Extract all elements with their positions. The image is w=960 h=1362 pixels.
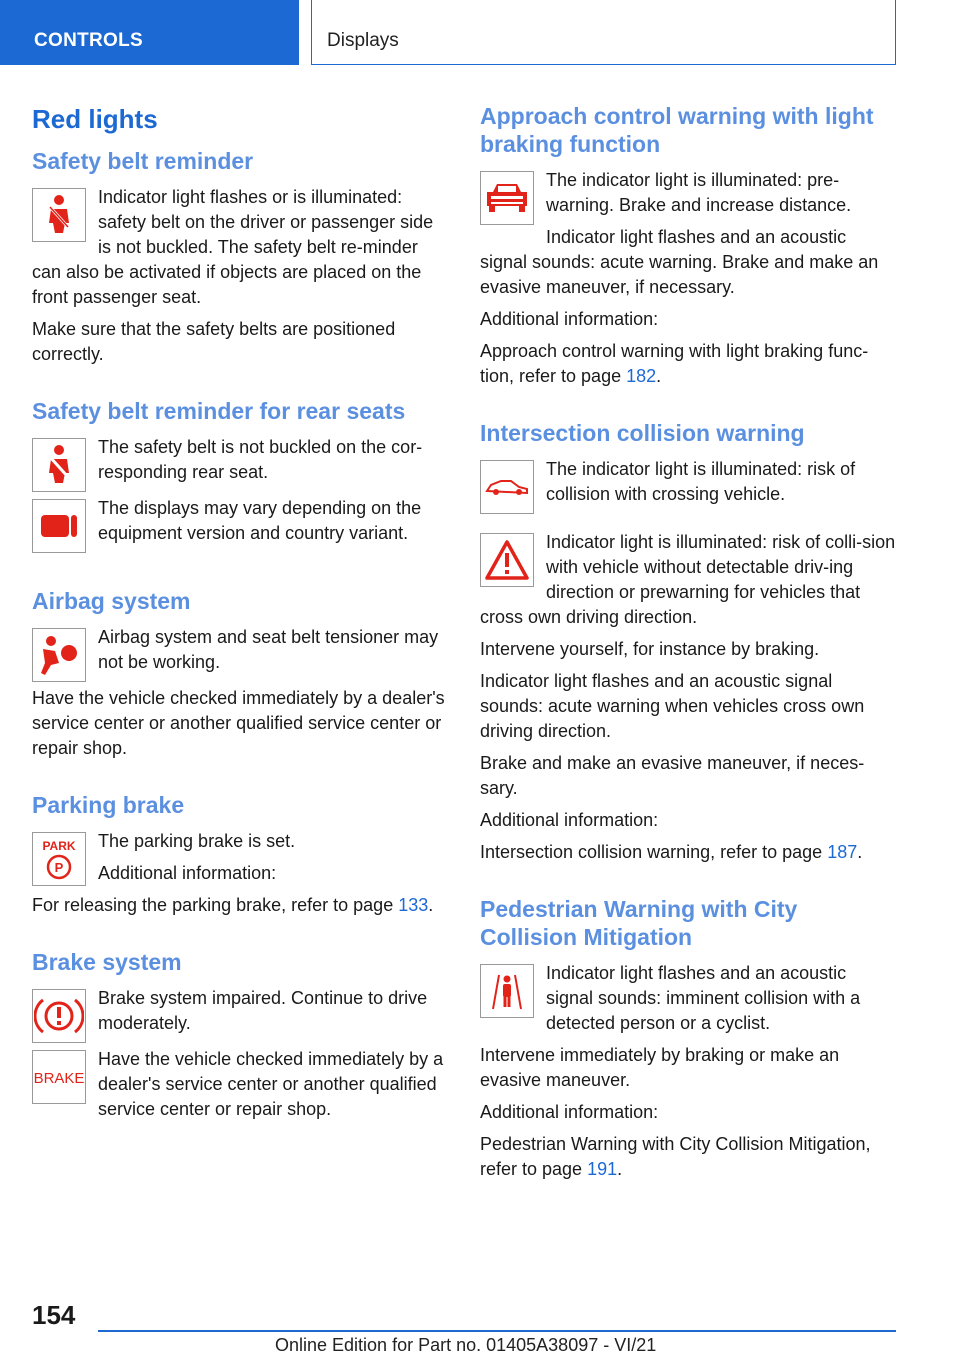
paragraph-with-reference bbox=[32, 893, 448, 918]
page-reference-link[interactable]: 187 bbox=[827, 842, 858, 862]
seatbelt-icon bbox=[32, 188, 86, 242]
paragraph-with-reference bbox=[480, 840, 898, 865]
paragraph: Additional information: bbox=[480, 309, 659, 329]
page-title: Red lights bbox=[32, 104, 158, 134]
left-column bbox=[32, 96, 448, 1159]
car-front-warning-icon bbox=[480, 171, 534, 225]
airbag-icon bbox=[32, 628, 86, 682]
paragraph-text: Intersection collision warning, refer to page bbox=[480, 842, 828, 862]
paragraph-text: Pedestrian Warning with City Collision Mitigation, refer to page bbox=[480, 1134, 871, 1179]
page-reference-link[interactable]: 191 bbox=[587, 1159, 618, 1179]
section-heading: Safety belt reminder bbox=[32, 148, 254, 174]
icon-label: PARK bbox=[42, 839, 76, 853]
car-side-icon bbox=[480, 460, 534, 514]
rear-seat-icon bbox=[32, 499, 86, 553]
seatbelt-icon bbox=[32, 438, 86, 492]
paragraph: Indicator light is illuminated: risk of colli-sion with vehicle without detectable driv-ing direction or prewarning for vehicles that cross own driving direction. bbox=[480, 532, 896, 627]
section-heading: Approach control warning with light braking function bbox=[480, 103, 874, 157]
section-approach-control bbox=[480, 102, 898, 389]
section-intersection-warning bbox=[480, 419, 898, 865]
section-safety-belt bbox=[32, 147, 448, 367]
paragraph: Brake system impaired. Continue to drive moderately. bbox=[98, 988, 428, 1033]
section-heading: Pedestrian Warning with City Collision Mitigation bbox=[480, 896, 798, 950]
section-pedestrian-warning bbox=[480, 895, 898, 1182]
paragraph-text: . bbox=[617, 1159, 623, 1179]
section-heading: Intersection collision warning bbox=[480, 420, 805, 446]
page-number: 154 bbox=[32, 1300, 76, 1330]
paragraph-text: . bbox=[428, 895, 434, 915]
footer-divider bbox=[98, 1330, 896, 1332]
brake-warning-icon bbox=[32, 989, 86, 1043]
paragraph: Indicator light flashes and an acoustic signal sounds: acute warning. Brake and make an evasive maneuver, if necessary. bbox=[480, 227, 879, 297]
paragraph-with-reference bbox=[480, 1132, 898, 1182]
paragraph: Intervene yourself, for instance by braking. bbox=[480, 639, 820, 659]
section-heading: Parking brake bbox=[32, 792, 185, 818]
paragraph: Indicator light flashes or is illuminated: safety belt on the driver or passenger side is not buckled. The safety belt re-minder can also be activated if objects are placed on the front passenger seat. bbox=[32, 187, 434, 307]
paragraph: Airbag system and seat belt tensioner may not be working. bbox=[98, 627, 439, 672]
paragraph: Have the vehicle checked immediately by a dealer's service center or another qualified service center or repair shop. bbox=[98, 1049, 444, 1119]
warning-triangle-icon bbox=[480, 533, 534, 587]
paragraph: The parking brake is set. bbox=[98, 831, 296, 851]
section-heading: Brake system bbox=[32, 949, 182, 975]
page-reference-link[interactable]: 182 bbox=[626, 366, 657, 386]
paragraph: Brake and make an evasive maneuver, if neces-sary. bbox=[480, 753, 865, 798]
paragraph: Additional information: bbox=[98, 863, 277, 883]
section-heading: Safety belt reminder for rear seats bbox=[32, 398, 406, 424]
header-section-tab: CONTROLS bbox=[0, 0, 299, 65]
paragraph-with-reference bbox=[480, 339, 898, 389]
paragraph: Intervene immediately by braking or make an evasive maneuver. bbox=[480, 1045, 840, 1090]
paragraph: Additional information: bbox=[480, 810, 659, 830]
section-brake-system bbox=[32, 948, 448, 1129]
header-chapter-tab: Displays bbox=[311, 0, 896, 65]
paragraph-text: For releasing the parking brake, refer to page bbox=[32, 895, 399, 915]
svg-text:P: P bbox=[54, 860, 64, 875]
paragraph: Make sure that the safety belts are positioned correctly. bbox=[32, 319, 396, 364]
paragraph: Indicator light flashes and an acoustic signal sounds: acute warning when vehicles cross own driving direction. bbox=[480, 671, 865, 741]
paragraph-text: . bbox=[857, 842, 863, 862]
paragraph: The safety belt is not buckled on the cor-responding rear seat. bbox=[98, 437, 423, 482]
parking-brake-icon bbox=[32, 832, 86, 886]
brake-text-icon bbox=[32, 1050, 86, 1104]
section-parking-brake bbox=[32, 791, 448, 918]
section-airbag bbox=[32, 587, 448, 761]
paragraph: Indicator light flashes and an acoustic signal sounds: imminent collision with a detected person or a cyclist. bbox=[546, 963, 861, 1033]
paragraph: The indicator light is illuminated: pre-warning. Brake and increase distance. bbox=[546, 170, 852, 215]
footer-edition: Online Edition for Part no. 01405A38097 - VI/21 bbox=[275, 1335, 657, 1355]
paragraph: Additional information: bbox=[480, 1102, 659, 1122]
section-rear-seat-belt bbox=[32, 397, 448, 557]
page-reference-link[interactable]: 133 bbox=[398, 895, 429, 915]
icon-label: BRAKE bbox=[33, 1070, 85, 1087]
paragraph: The displays may vary depending on the equipment version and country variant. bbox=[98, 498, 422, 543]
paragraph: The indicator light is illuminated: risk of collision with crossing vehicle. bbox=[546, 459, 856, 504]
paragraph-text: . bbox=[656, 366, 662, 386]
right-column bbox=[480, 96, 898, 1212]
pedestrian-icon bbox=[480, 964, 534, 1018]
section-heading: Airbag system bbox=[32, 588, 191, 614]
paragraph: Have the vehicle checked immediately by a dealer's service center or another qualified service center or repair shop. bbox=[32, 688, 445, 758]
paragraph-text: Approach control warning with light braking func-tion, refer to page bbox=[480, 341, 869, 386]
